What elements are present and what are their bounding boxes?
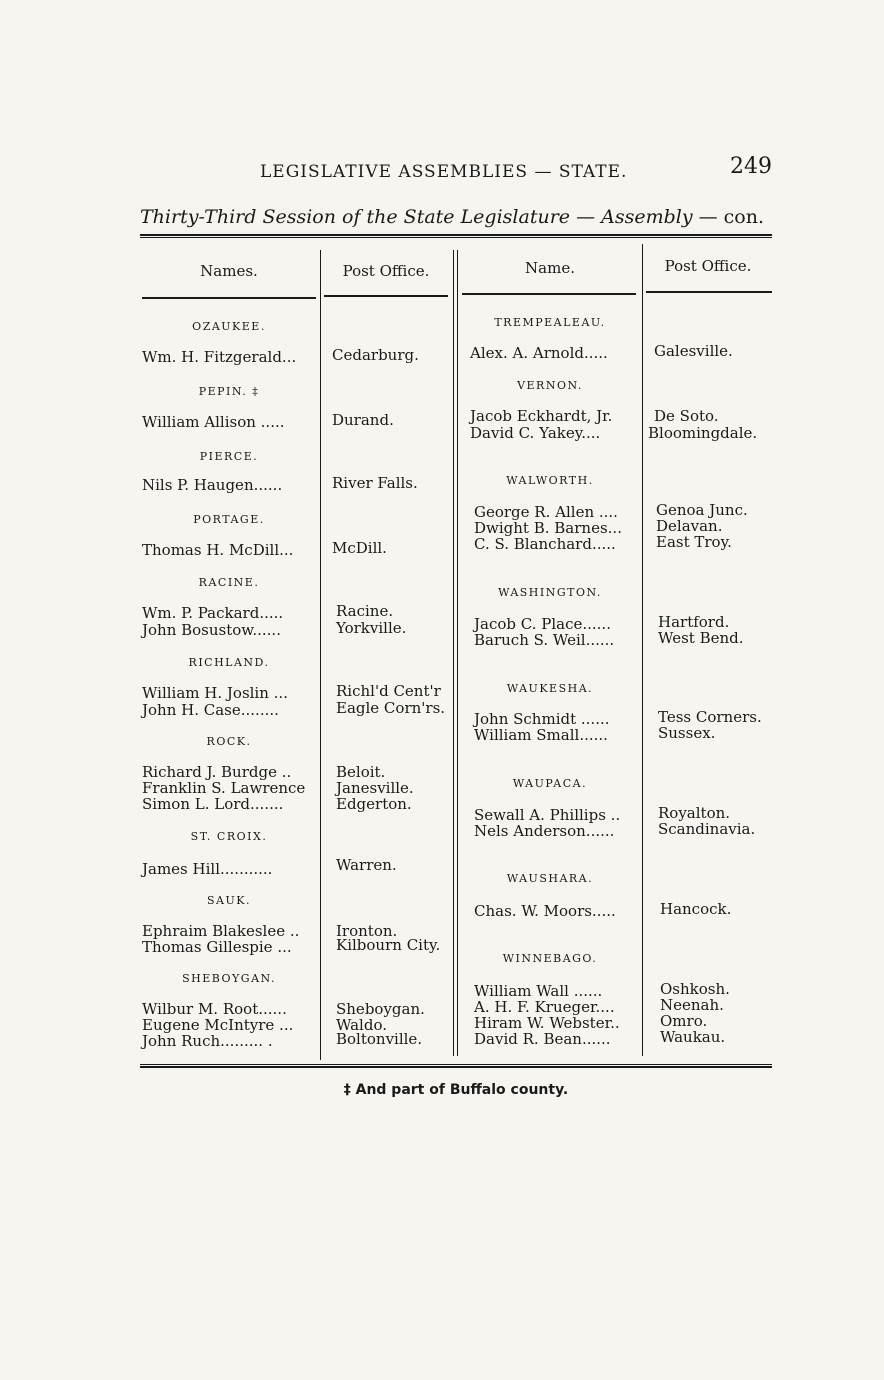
member-post-office: Yorkville. [336, 619, 407, 637]
member-name: Jacob C. Place...... [474, 615, 611, 633]
member-name: William Small...... [474, 726, 608, 744]
member-name: Ephraim Blakeslee .. [142, 922, 300, 940]
member-post-office: Beloit. [336, 763, 386, 781]
session-title-text: Thirty-Third Session of the State Legislature — Assembly — [140, 206, 718, 228]
member-post-office: Neenah. [660, 996, 724, 1014]
member-name: Sewall A. Phillips .. [474, 806, 621, 824]
member-name: Nels Anderson...... [474, 822, 615, 840]
member-name: Richard J. Burdge .. [142, 763, 292, 781]
member-post-office: Sheboygan. [336, 1000, 425, 1018]
county-label: RACINE. [198, 576, 260, 589]
member-name: James Hill........... [142, 860, 273, 878]
county-label: PEPIN. ‡ [198, 385, 260, 398]
column-rule-2b [457, 250, 458, 1056]
county-label: SHEBOYGAN. [182, 972, 276, 985]
member-name: David C. Yakey.... [470, 424, 601, 442]
column-rule-2a [453, 250, 454, 1056]
member-name: Hiram W. Webster.. [474, 1014, 620, 1032]
member-post-office: Delavan. [656, 517, 723, 535]
member-post-office: Bloomingdale. [648, 424, 758, 442]
session-title [140, 206, 772, 228]
member-post-office: Oshkosh. [660, 980, 730, 998]
table-top-rule [140, 234, 772, 238]
member-post-office: Waldo. [336, 1016, 387, 1034]
header-rule-right-names [462, 293, 636, 295]
county-label: WALWORTH. [506, 474, 594, 487]
running-title: LEGISLATIVE ASSEMBLIES — STATE. [260, 162, 628, 182]
county-label: PORTAGE. [193, 513, 265, 526]
member-post-office: East Troy. [656, 533, 732, 551]
member-name: C. S. Blanchard..... [474, 535, 616, 553]
county-label: WAUSHARA. [506, 872, 594, 885]
county-label: VERNON. [517, 379, 583, 392]
footnote: ‡ And part of Buffalo county. [343, 1082, 569, 1098]
member-name: Nils P. Haugen...... [142, 476, 283, 494]
member-post-office: Galesville. [654, 342, 733, 360]
header-rule-left-office [324, 295, 448, 297]
county-label: WINNEBAGO. [502, 952, 598, 965]
member-post-office: Ironton. [336, 922, 398, 940]
member-post-office: Genoa Junc. [656, 501, 748, 519]
member-post-office: Janesville. [336, 779, 414, 797]
column-header-left-names: Names. [200, 262, 258, 280]
member-post-office: Eagle Corn'rs. [336, 699, 446, 717]
member-name: John Schmidt ...... [474, 710, 610, 728]
member-post-office: Royalton. [658, 804, 731, 822]
member-post-office: Hartford. [658, 613, 730, 631]
member-post-office: Boltonville. [336, 1030, 423, 1048]
county-label: RICHLAND. [188, 656, 270, 669]
member-name: Thomas H. McDill... [142, 541, 294, 559]
table-bottom-rule [140, 1064, 772, 1068]
member-name: David R. Bean...... [474, 1030, 611, 1048]
member-name: John H. Case........ [142, 701, 279, 719]
member-name: Chas. W. Moors..... [474, 902, 616, 920]
member-name: John Ruch......... . [142, 1032, 273, 1050]
header-rule-left-names [142, 297, 316, 299]
county-label: PIERCE. [199, 450, 259, 463]
member-post-office: Racine. [336, 602, 394, 620]
column-rule-1 [320, 250, 321, 1060]
member-name: A. H. F. Krueger.... [474, 998, 615, 1016]
column-header-right-office: Post Office. [664, 257, 752, 275]
session-title-suffix: con. [723, 206, 765, 228]
county-label: WASHINGTON. [498, 586, 602, 599]
member-name: William H. Joslin ... [142, 684, 288, 702]
member-post-office: Durand. [332, 411, 394, 429]
member-name: John Bosustow...... [142, 621, 281, 639]
member-post-office: Cedarburg. [332, 346, 419, 364]
member-name: Eugene McIntyre ... [142, 1016, 294, 1034]
member-post-office: Waukau. [660, 1028, 726, 1046]
member-name: Franklin S. Lawrence [142, 779, 306, 797]
member-post-office: Edgerton. [336, 795, 412, 813]
member-name: William Wall ...... [474, 982, 603, 1000]
county-label: WAUKESHA. [506, 682, 594, 695]
member-name: Simon L. Lord....... [142, 795, 284, 813]
member-post-office: McDill. [332, 539, 387, 557]
member-post-office: Sussex. [658, 724, 716, 742]
member-name: Wm. P. Packard..... [142, 604, 284, 622]
member-post-office: Tess Corners. [658, 708, 762, 726]
county-label: TREMPEALEAU. [494, 316, 606, 329]
page-header [140, 148, 772, 188]
member-post-office: Omro. [660, 1012, 708, 1030]
member-post-office: De Soto. [654, 407, 719, 425]
member-post-office: Warren. [336, 856, 397, 874]
header-rule-right-office [646, 291, 772, 293]
member-post-office: Scandinavia. [658, 820, 756, 838]
member-name: Wm. H. Fitzgerald... [142, 348, 297, 366]
member-post-office: Hancock. [660, 900, 732, 918]
county-label: WAUPACA. [512, 777, 588, 790]
member-post-office: River Falls. [332, 474, 418, 492]
column-rule-3 [642, 244, 643, 1056]
member-name: Baruch S. Weil...... [474, 631, 615, 649]
county-label: OZAUKEE. [192, 320, 266, 333]
page-number: 249 [730, 154, 772, 179]
member-name: Alex. A. Arnold..... [470, 344, 608, 362]
member-post-office: Richl'd Cent'r [336, 682, 441, 700]
member-post-office: Kilbourn City. [336, 936, 441, 954]
member-name: Jacob Eckhardt, Jr. [470, 407, 613, 425]
member-name: Thomas Gillespie ... [142, 938, 292, 956]
member-name: Dwight B. Barnes... [474, 519, 622, 537]
column-header-right-names: Name. [525, 259, 575, 277]
county-label: ROCK. [206, 735, 252, 748]
member-name: George R. Allen .... [474, 503, 618, 521]
member-name: Wilbur M. Root...... [142, 1000, 287, 1018]
county-label: ST. CROIX. [190, 830, 268, 843]
member-name: William Allison ..... [142, 413, 285, 431]
column-header-left-office: Post Office. [342, 262, 430, 280]
member-post-office: West Bend. [658, 629, 744, 647]
county-label: SAUK. [207, 894, 251, 907]
